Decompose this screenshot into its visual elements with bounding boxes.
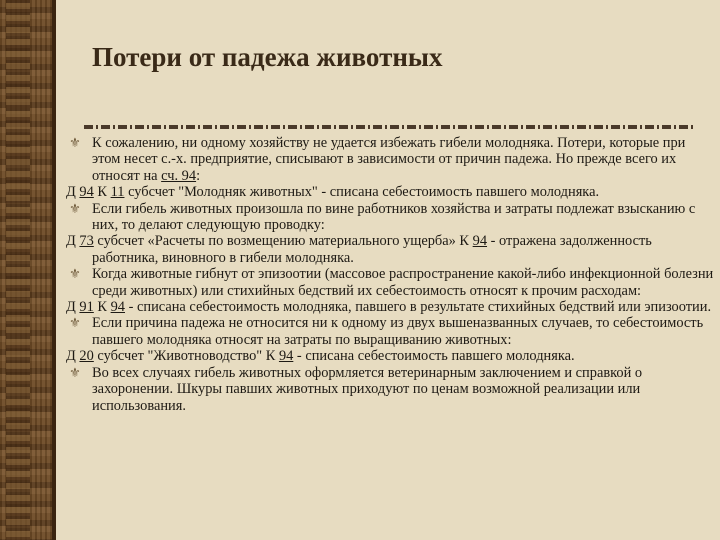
debit-account-link[interactable]: 73 [79,233,94,250]
item-text: Во всех случаях гибель животных оформляется ветеринарным заключением и справкой о захоронении. Шкуры павших животных приходуют по ценам возможной реализации или использования. [92,364,643,414]
credit-prefix: К [93,299,111,316]
item-tail: : [196,167,201,184]
accounting-entry [66,233,716,266]
border-edge [52,0,56,540]
border-texture [6,0,30,540]
entry-text: - списана себестоимость молодняка, павшего в результате стихийных бедствий или эпизоотии. [125,299,712,316]
item-text: Когда животные гибнут от эпизоотии (массовое распространение какой-либо инфекционной болезни среди животных) или стихийных бедствий их себестоимость относят к прочим расходам: [92,266,714,299]
fleur-bullet-icon: ⚜ [69,267,81,283]
entry-tail: - отражена задолженность работника, виновного в гибели молодняка. [92,233,652,266]
bullet-item [66,315,716,348]
bullet-item [66,365,716,414]
debit-account-link[interactable]: 91 [79,299,94,316]
debit-account-link[interactable]: 94 [79,184,94,201]
debit-prefix: Д [66,184,80,201]
credit-prefix: К [93,184,111,201]
bullet-item [66,201,716,234]
debit-prefix: Д [66,299,80,316]
item-text: К сожалению, ни одному хозяйству не удается избежать гибели молодняка. Потери, которые при этом несет с.-х. предприятие, списывают в зависимости от причин падежа. Но прежде всего их относят на [92,135,686,184]
debit-prefix: Д [66,233,80,250]
entry-text: субсчет "Молодняк животных" - списана себестоимость павшего молодняка. [124,184,600,201]
accounting-entry [66,299,716,315]
slide-title: Потери от падежа животных [92,42,443,72]
title-divider [84,125,696,129]
item-text: Если гибель животных произошла по вине работников хозяйства и затраты подлежат взысканию с них, то делают следующую проводку: [92,200,696,234]
entry-text: субсчет «Расчеты по возмещению материального ущерба» К [93,233,473,250]
bullet-item [66,266,716,299]
debit-account-link[interactable]: 20 [79,348,94,365]
debit-prefix: Д [66,348,80,365]
accounting-entry [66,348,716,364]
decorative-left-border [0,0,56,540]
credit-prefix: субсчет "Животноводство" К [93,348,279,365]
bullet-item [66,135,716,184]
fleur-bullet-icon: ⚜ [69,136,81,151]
fleur-bullet-icon: ⚜ [69,201,81,217]
accounting-entry [66,184,716,200]
slide-content [66,135,716,414]
entry-text: - списана себестоимость павшего молодняка. [293,348,575,365]
credit-account-link[interactable]: 11 [110,184,125,201]
credit-account-link[interactable]: 94 [110,299,125,316]
fleur-bullet-icon: ⚜ [69,316,81,332]
credit-account-link[interactable]: 94 [278,348,294,365]
fleur-bullet-icon: ⚜ [69,365,81,381]
account-link[interactable]: сч. 94 [161,167,197,184]
credit-account-link[interactable]: 94 [472,233,488,250]
item-text: Если причина падежа не относится ни к одному из двух вышеназванных случаев, то себестоимость павшего молодняка относят на затраты по выращиванию животных: [92,315,704,348]
